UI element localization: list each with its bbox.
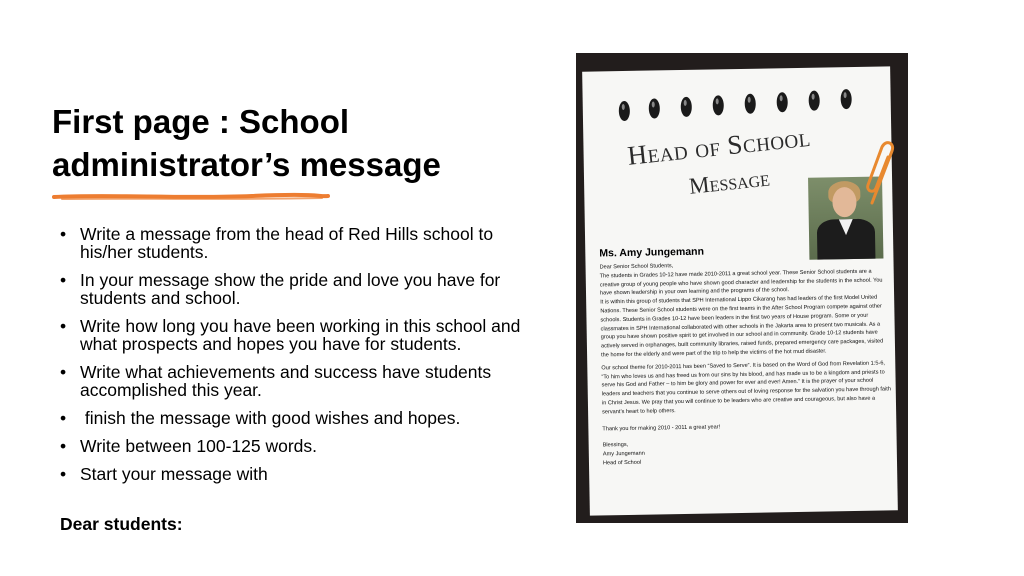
letter-paragraph: It is within this group of students that SPH International Lippo Cikarang has had leaders of the first Model United Nations. These Senior School students were on the first teams in the After School Program compete against other schools. Students in Grades 10-12 have been leaders in the first two years of House program. Some or your classmates in SPH International collaborated with other schools in the Jakarta area to present two musicals. As a group you have shown positive spirit to get involved in our school and in community. Grade 10-12 students have actively served in orphanages, built community libraries, raised funds, prepared emergency care packages, visited the home for the elderly and were part of the trip to help the victims of the hot mud disaster.: [600, 294, 884, 359]
letter-paragraph: Our school theme for 2010-2011 has been “Saved to Serve”. It is based on the Word of God from Revelation 1:5-6, “To him who loves us and has freed us from our sins by his blood, and has made us to be a kingdom and priests to serve his God and Father – to him be glory and power for ever and ever! Amen.” It is the prayer of your school leaders and teachers that you continue to serve others out of loving response for the salvation you have through faith in Christ Jesus. We pray that you will continue to be leaders who are creative and courageous, but also have a servant’s heart to help others.: [601, 360, 891, 416]
binder-hole-icon: [745, 94, 756, 114]
bullet-icon: •: [60, 464, 67, 484]
list-item-text: finish the message with good wishes and hopes.: [80, 408, 461, 428]
instruction-list: [60, 225, 550, 493]
letter-paragraph: Thank you for making 2010 - 2011 a great year!: [602, 423, 721, 432]
binder-hole-icon: [840, 89, 851, 109]
letter-paragraph: Dear Senior School Students,: [599, 263, 674, 271]
list-item-text: Write between 100-125 words.: [80, 436, 318, 456]
list-item-text: Write what achievements and success have students accomplished this year.: [80, 362, 492, 400]
list-item: [60, 271, 550, 307]
list-item-text: In your message show the pride and love you have for students and school.: [80, 270, 501, 308]
sender-name: Ms. Amy Jungemann: [599, 245, 705, 260]
title-line-2: administrator’s message: [52, 146, 441, 183]
binder-hole-icon: [619, 101, 630, 121]
binder-hole-icon: [649, 98, 660, 118]
photo-face: [832, 187, 857, 217]
list-item: [60, 465, 550, 483]
letter-body: [599, 258, 893, 472]
list-item: [60, 363, 550, 399]
letter-paper: [582, 66, 898, 515]
letter-paragraph: Blessings,: [602, 442, 629, 449]
list-item-text: Write how long you have been working in this school and what prospects and hopes you have for students.: [80, 316, 521, 354]
binder-hole-icon: [777, 92, 788, 112]
binder-hole-icon: [809, 91, 820, 111]
binder-hole-icon: [681, 97, 692, 117]
list-item: [60, 437, 550, 455]
bullet-icon: •: [60, 362, 67, 382]
letter-paragraph: Head of School: [602, 459, 642, 467]
bullet-icon: •: [60, 408, 67, 428]
letter-heading: Head of School: [626, 121, 812, 171]
slide-title: [52, 100, 532, 186]
letter-subheading: Message: [687, 165, 771, 199]
letter-paragraph: The students in Grades 10-12 have made 2010-2011 a great school year. These Senior School students are a creative group of young people who have shown good character and leadership for the students in the school. You have shown leadership in your own learning and the programs of the school.: [599, 268, 883, 297]
list-item: [60, 409, 550, 427]
title-underline: [52, 190, 332, 204]
list-item-text: Start your message with: [80, 464, 268, 484]
list-item-text: Write a message from the head of Red Hills school to his/her students.: [80, 224, 494, 262]
closing-greeting: Dear students:: [60, 514, 183, 534]
binder-hole-icon: [713, 95, 724, 115]
list-item: [60, 317, 550, 353]
list-item: [60, 225, 550, 261]
letter-image: [576, 53, 908, 523]
bullet-icon: •: [60, 224, 67, 244]
bullet-icon: •: [60, 316, 67, 336]
paperclip-icon: [866, 139, 900, 209]
bullet-icon: •: [60, 436, 67, 456]
title-line-1: First page : School: [52, 103, 350, 140]
letter-paragraph: Amy Jungemann: [602, 450, 645, 458]
bullet-icon: •: [60, 270, 67, 290]
